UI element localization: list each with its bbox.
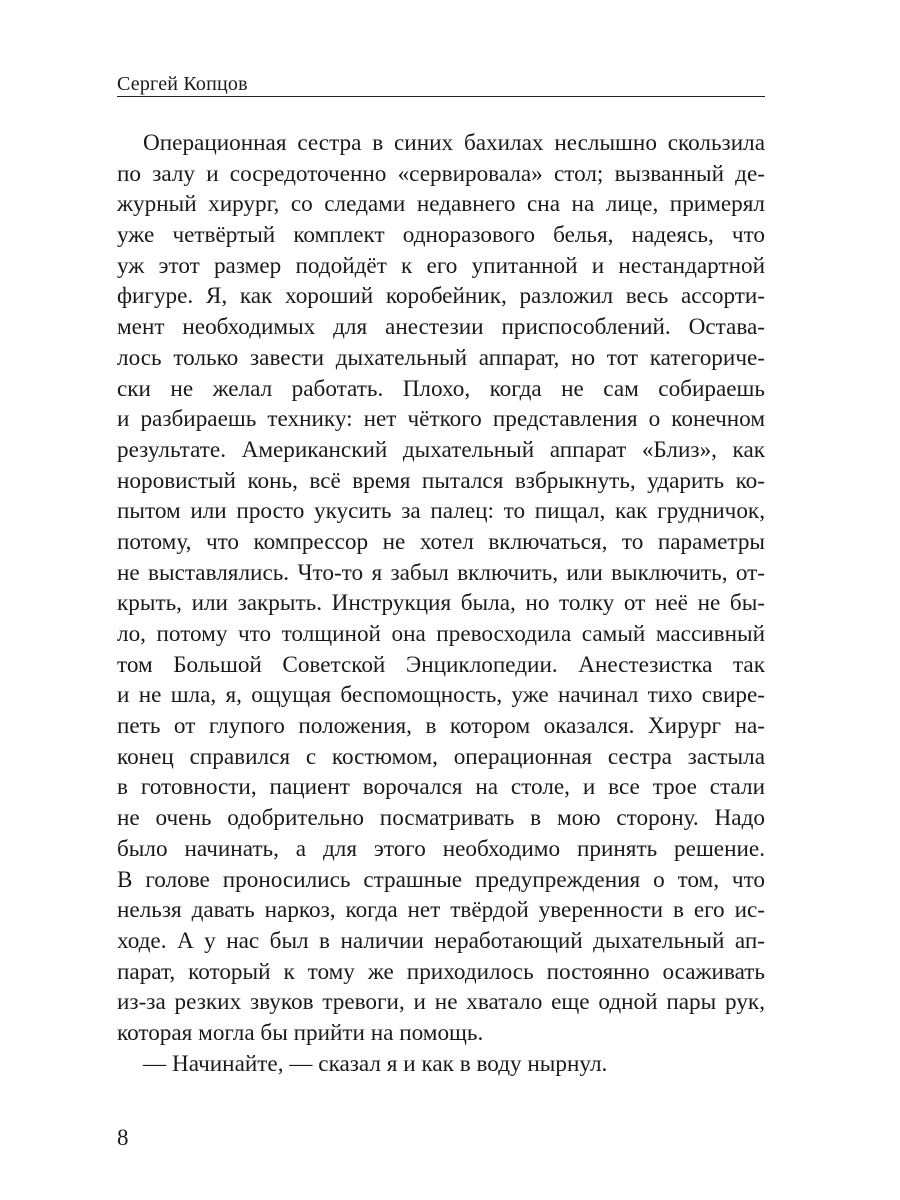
- running-head: [117, 72, 765, 97]
- text-line: ходе. А у нас был в наличии неработающий дыхательный ап-: [117, 927, 765, 954]
- text-line: по залу и сосредоточенно «сервировала» стол; вызванный де-: [117, 160, 765, 187]
- text-line: фигуре. Я, как хороший коробейник, разложил весь ассорти-: [117, 283, 765, 310]
- text-line: нельзя давать наркоз, когда нет твёрдой уверенности в его ис-: [117, 897, 765, 924]
- dialogue-line: — Начинайте, — сказал я и как в воду нырнул.: [143, 1050, 608, 1077]
- text-line: и не шла, я, ощущая беспомощность, уже начинал тихо свире-: [117, 682, 765, 709]
- text-line: парат, который к тому же приходилось постоянно осаживать: [117, 958, 765, 985]
- text-line: журный хирург, со следами недавнего сна на лице, примерял: [117, 191, 765, 218]
- author-name: Сергей Копцов: [117, 73, 248, 95]
- text-line: ло, потому что толщиной она превосходила самый массивный: [117, 621, 765, 647]
- text-line: Операционная сестра в синих бахилах неслышно скользила: [143, 130, 765, 156]
- text-line: том Большой Советской Энциклопедии. Анестезистка так: [117, 651, 765, 678]
- text-line: петь от глупого положения, в котором оказался. Хирург на-: [117, 713, 765, 740]
- text-line: норовистый конь, всё время пытался взбрыкнуть, ударить ко-: [117, 467, 765, 494]
- text-line: мент необходимых для анестезии приспособлений. Остава-: [117, 314, 765, 341]
- text-line: лось только завести дыхательный аппарат, но тот категориче-: [117, 344, 765, 371]
- text-line: и разбираешь технику: нет чёткого представления о конечном: [117, 406, 765, 433]
- text-line: крыть, или закрыть. Инструкция была, но толку от неё не бы-: [117, 590, 765, 617]
- text-line: не выставлялись. Что-то я забыл включить, или выключить, от-: [117, 559, 765, 586]
- text-line: в готовности, пациент ворочался на столе, и все трое стали: [117, 774, 765, 801]
- page-number: 8: [117, 1125, 129, 1150]
- text-line: не очень одобрительно посматривать в мою сторону. Надо: [117, 805, 765, 832]
- text-line: конец справился с костюмом, операционная сестра застыла: [117, 743, 765, 770]
- text-line: В голове проносились страшные предупреждения о том, что: [117, 866, 765, 893]
- text-line: уж этот размер подойдёт к его упитанной и нестандартной: [117, 252, 765, 279]
- text-line: уже четвёртый комплект одноразового белья, надеясь, что: [117, 222, 765, 249]
- text-line: ски не желал работать. Плохо, когда не сам собираешь: [117, 375, 765, 402]
- body-text: [117, 128, 765, 1079]
- text-line: пытом или просто укусить за палец: то пищал, как грудничок,: [117, 498, 765, 525]
- text-line: было начинать, а для этого необходимо принять решение.: [117, 835, 765, 862]
- text-line: которая могла бы прийти на помощь.: [117, 1019, 484, 1046]
- text-line: результате. Американский дыхательный аппарат «Близ», как: [117, 436, 765, 463]
- text-line: потому, что компрессор не хотел включаться, то параметры: [117, 528, 765, 555]
- text-line: из-за резких звуков тревоги, и не хватало еще одной пары рук,: [117, 989, 765, 1016]
